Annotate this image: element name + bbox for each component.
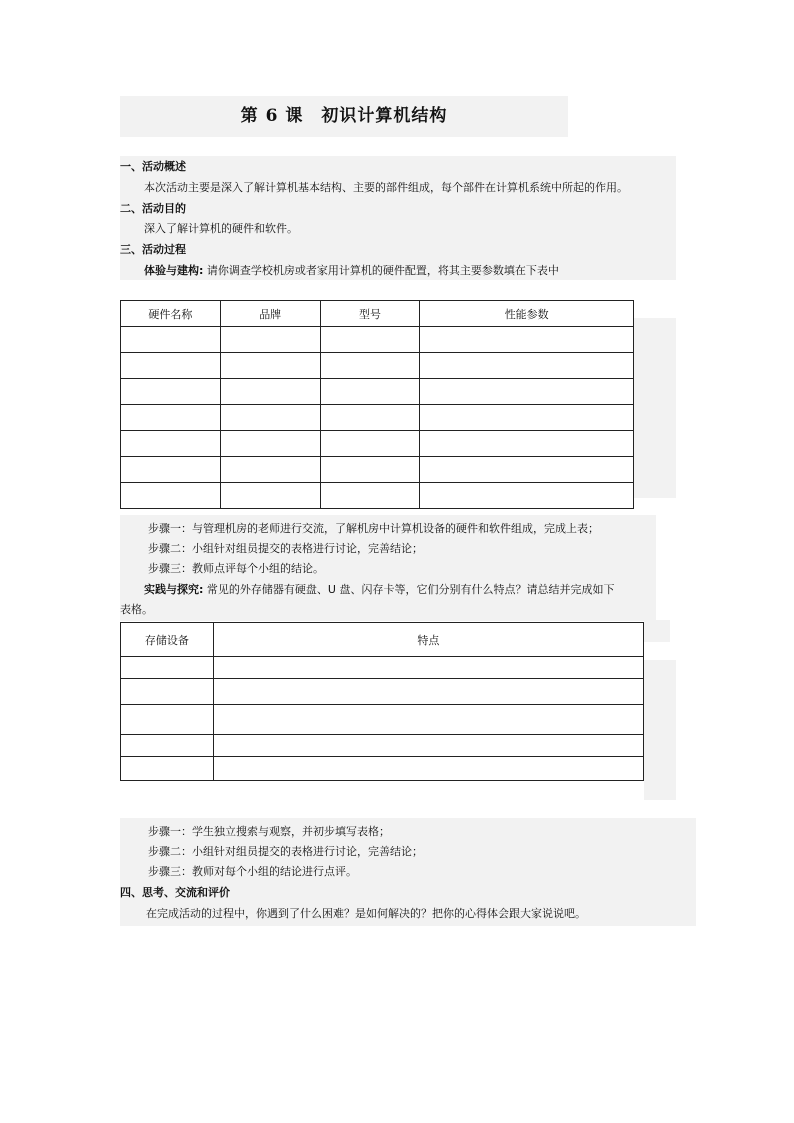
step2-line: 步骤二：小组针对组员提交的表格进行讨论，完善结论； [148,542,423,555]
table-cell[interactable] [220,379,320,405]
practice-label: 实践与探究: [144,583,204,596]
experience-text: 请你调查学校机房或者家用计算机的硬件配置，将其主要参数填在下表中 [206,264,559,277]
table-row [121,431,634,457]
table-cell[interactable] [420,405,634,431]
table-cell[interactable] [220,483,320,509]
step2b-line: 步骤二：小组针对组员提交的表格进行讨论，完善结论； [148,845,423,858]
section3-heading: 三、活动过程 [120,243,186,256]
section1-heading: 一、活动概述 [120,160,186,173]
table-side-shade [634,318,676,498]
header-cell: 性能参数 [420,301,634,327]
table-cell[interactable] [213,735,643,757]
page-title: 第 6 课 初识计算机结构 [120,96,568,137]
header-cell: 品牌 [220,301,320,327]
table-row [121,327,634,353]
table-cell[interactable] [213,705,643,735]
table-cell[interactable] [420,379,634,405]
practice-line [144,580,614,600]
table-cell[interactable] [320,379,420,405]
table-cell[interactable] [320,457,420,483]
table-cell[interactable] [121,457,221,483]
table-cell[interactable] [213,757,643,781]
step3b-line: 步骤三：教师对每个小组的结论进行点评。 [148,865,357,878]
table-cell[interactable] [213,679,643,705]
table-cell[interactable] [220,431,320,457]
table-cell[interactable] [420,353,634,379]
table-row [121,353,634,379]
header-cell: 型号 [320,301,420,327]
table-header-row [121,301,634,327]
header-cell: 存储设备 [121,623,214,657]
table-cell[interactable] [220,405,320,431]
table-cell[interactable] [320,327,420,353]
table-cell[interactable] [420,483,634,509]
header-cell: 硬件名称 [121,301,221,327]
table-header-row [121,623,644,657]
table-row [121,757,644,781]
table-cell[interactable] [121,379,221,405]
table-row [121,657,644,679]
table-cell[interactable] [420,431,634,457]
table-cell[interactable] [420,457,634,483]
table-row [121,379,634,405]
table-cell[interactable] [121,735,214,757]
table-cell[interactable] [121,327,221,353]
table-cell[interactable] [121,353,221,379]
table-cell[interactable] [320,405,420,431]
table-cell[interactable] [121,705,214,735]
experience-line [144,261,559,281]
table-cell[interactable] [320,483,420,509]
step1-line: 步骤一：与管理机房的老师进行交流，了解机房中计算机设备的硬件和软件组成，完成上表； [148,522,599,535]
table-cell[interactable] [121,431,221,457]
table-cell[interactable] [121,405,221,431]
section4-body: 在完成活动的过程中，你遇到了什么困难？是如何解决的？把你的心得体会跟大家说说吧。 [146,907,586,920]
section2-heading: 二、活动目的 [120,202,186,215]
table-cell[interactable] [420,327,634,353]
table-cell[interactable] [320,353,420,379]
experience-label: 体验与建构: [144,264,204,277]
table-row [121,483,634,509]
table-cell[interactable] [220,353,320,379]
table-row [121,735,644,757]
table-cell[interactable] [213,657,643,679]
practice-text: 常见的外存储器有硬盘、U 盘、闪存卡等，它们分别有什么特点？请总结并完成如下 [206,583,615,596]
section1-body: 本次活动主要是深入了解计算机基本结构、主要的部件组成，每个部件在计算机系统中所起的作用。 [144,181,628,194]
table-row [121,457,634,483]
step3-line: 步骤三：教师点评每个小组的结论。 [148,562,324,575]
table-row [121,679,644,705]
table2-side-shade-b [644,660,676,800]
hardware-table [120,300,634,509]
table-cell[interactable] [320,431,420,457]
practice-line-2: 表格。 [120,603,153,616]
table-row [121,405,634,431]
table2-side-shade-a [644,620,670,642]
table-cell[interactable] [121,679,214,705]
table-cell[interactable] [121,657,214,679]
table-row [121,705,644,735]
storage-table [120,622,644,781]
table-cell[interactable] [121,483,221,509]
table-cell[interactable] [121,757,214,781]
table-cell[interactable] [220,457,320,483]
step1b-line: 步骤一：学生独立搜索与观察，并初步填写表格； [148,825,390,838]
table-cell[interactable] [220,327,320,353]
section2-body: 深入了解计算机的硬件和软件。 [144,222,298,235]
header-cell: 特点 [213,623,643,657]
section4-heading: 四、思考、交流和评价 [120,886,230,899]
